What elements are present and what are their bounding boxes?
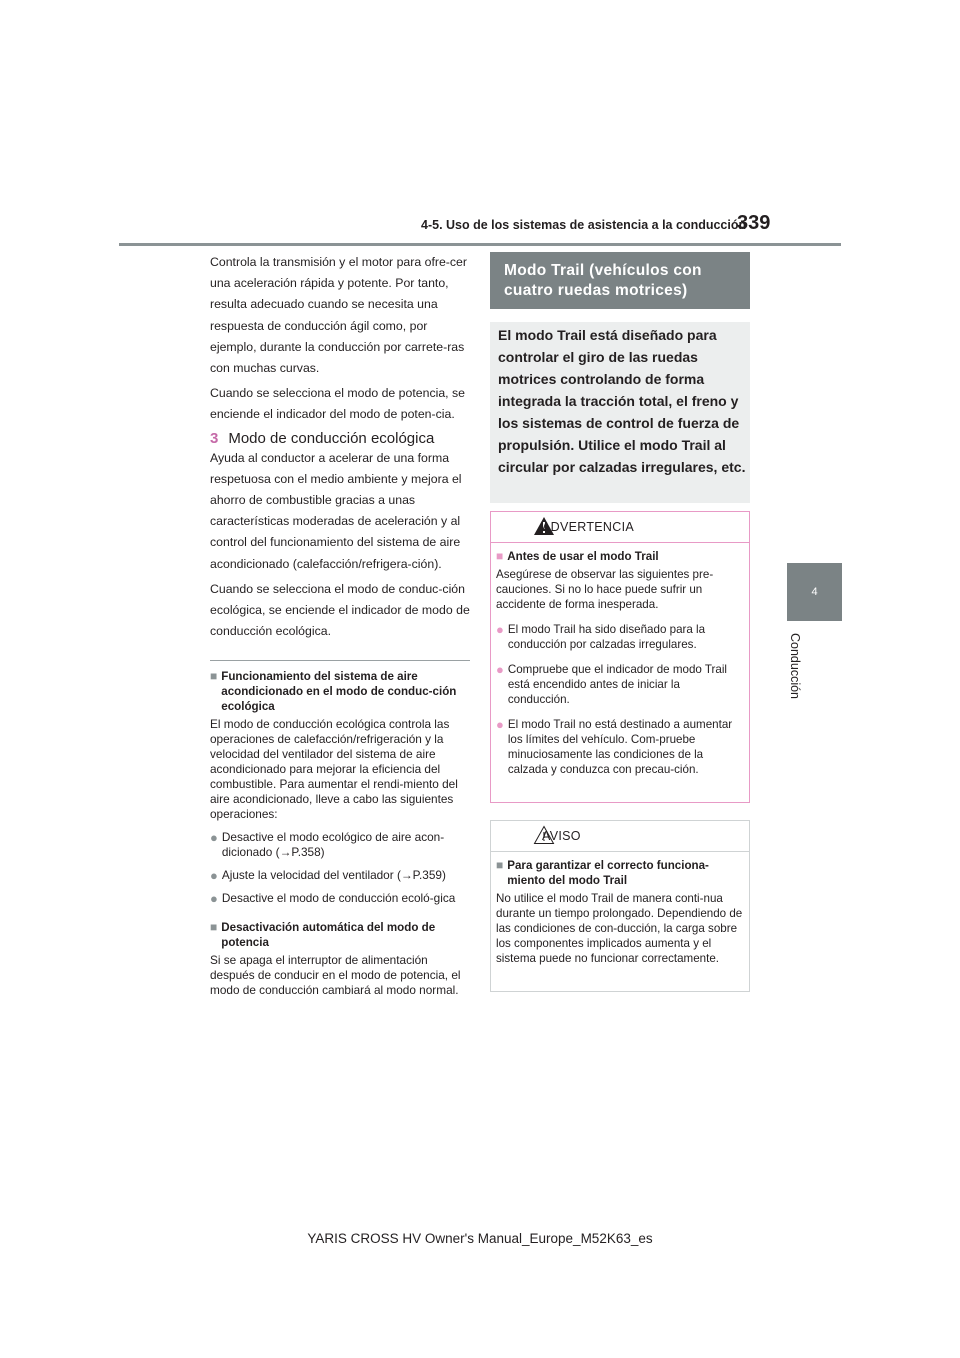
page-footer: YARIS CROSS HV Owner's Manual_Europe_M52K63_es [307,1231,653,1246]
trail-mode-title-box [490,252,750,309]
list-item [210,868,470,883]
chapter-label: Conducción [788,632,802,699]
square-bullet-icon: ■ [496,858,504,872]
bullet-dot-icon: ● [210,830,218,846]
square-bullet-icon: ■ [210,920,218,935]
notice-box [490,820,750,992]
notice-heading [496,858,743,888]
list-item [496,662,743,707]
warning-header [491,512,749,543]
note-heading-ac-text: Funcionamiento del sistema de aire acondicionado en el modo de conduc-ción ecológica [221,670,457,714]
list-item-text: Desactive el modo ecológico de aire acon-dicionado (→P.358) [221,830,445,860]
note-body-ac: El modo de conducción ecológica controla las operaciones de calefacción/refrigeración y la velocidad del ventilador del sistema de aire acondicionado para mejorar la eficiencia del combustible. Para aumentar el rendi-miento del aire acondicionado, lleve a cabo las siguientes operaciones: [210,717,458,822]
bullet-dot-icon: ● [210,891,218,907]
note-heading-ac [210,669,470,714]
note-body-power-off: Si se apaga el interruptor de alimentación después de conducir en el modo de potencia, el modo de conducción cambiará al modo normal. [210,953,461,998]
list-item [210,891,470,906]
eco-mode-indicator-text: Cuando se selecciona el modo de conduc-ción ecológica, se enciende el indicador de modo de conducción ecológica. [210,581,470,639]
list-item [210,830,470,860]
list-item-text: El modo Trail no está destinado a aumentar los límites del vehículo. Com-pruebe minuciosamente las condiciones de la calzada y conduzca con precau-ción. [507,718,733,776]
trail-mode-title: Modo Trail (vehículos con cuatro ruedas motrices) [504,262,702,299]
square-bullet-icon: ■ [496,549,504,563]
notes-divider [210,660,470,661]
list-item [496,717,743,777]
square-bullet-icon: ■ [210,669,218,684]
notice-body-text: No utilice el modo Trail de manera conti-nua durante un tiempo prolongado. Dependiendo de las condiciones de con-ducción, la carga sobre los componentes implicados aumenta y el sistema puede no funcionar correctamente. [496,892,743,965]
note-heading-power-off-text: Desactivación automática del modo de potencia [221,921,436,950]
notice-body [491,852,749,966]
warning-heading-text: Antes de usar el modo Trail [507,550,659,563]
section-header-title: 4-5. Uso de los sistemas de asistencia a la conducción [421,218,747,232]
warning-heading [496,549,743,564]
bullet-dot-icon: ● [496,622,504,637]
header-divider [119,243,841,246]
warning-body [491,543,749,777]
note-heading-power-off [210,920,470,950]
power-mode-indicator-text: Cuando se selecciona el modo de potencia, se enciende el indicador del modo de poten-cia. [210,386,465,422]
warning-box [490,511,750,803]
list-item-text: Desactive el modo de conducción ecoló-gica [221,891,456,906]
eco-mode-description: Ayuda al conductor a acelerar de una forma respetuosa con el medio ambiente y mejora el ahorro de combustible gracias a unas características moderadas de aceleración y al control del funcionamiento del sistema de aire acondicionado (calefacción/refrigera-ción). [210,450,462,571]
left-column [210,252,470,1004]
eco-mode-heading [210,430,470,447]
trail-mode-intro-box [490,322,750,503]
eco-mode-number: 3 [210,429,219,447]
warning-label: ADVERTENCIA [542,520,634,534]
warning-body-text: Asegúrese de observar las siguientes pre-cauciones. Si no lo hace puede sufrir un accidente de forma inesperada. [496,568,714,611]
page-number: 339 [737,212,771,234]
eco-mode-title: Modo de conducción ecológica [228,429,435,447]
chapter-number: 4 [811,586,818,598]
bullet-dot-icon: ● [210,868,218,884]
bullet-dot-icon: ● [496,717,504,732]
list-item-text: El modo Trail ha sido diseñado para la conducción por calzadas irregulares. [507,623,706,651]
notice-header [491,821,749,852]
bullet-dot-icon: ● [496,662,504,677]
list-item [496,622,743,652]
trail-mode-intro: El modo Trail está diseñado para controlar el giro de las ruedas motrices controlando de forma integrada la tracción total, el freno y los sistemas de control de fuerza de propulsión. Utilice el modo Trail al circular por calzadas irregulares, etc. [498,327,746,475]
list-item-text: Ajuste la velocidad del ventilador (→P.359) [221,868,446,883]
notice-label: AVISO [542,829,581,843]
notice-heading-text: Para garantizar el correcto funciona-miento del modo Trail [507,859,709,887]
list-item-text: Compruebe que el indicador de modo Trail está encendido antes de iniciar la conducción. [507,663,727,706]
power-mode-description: Controla la transmisión y el motor para ofre-cer una aceleración rápida y potente. Por tanto, resulta adecuado cuando se necesita una respuesta de conducción ágil como, por ejemplo, durante la conducción por carrete-ras con muchas curvas. [210,255,467,376]
